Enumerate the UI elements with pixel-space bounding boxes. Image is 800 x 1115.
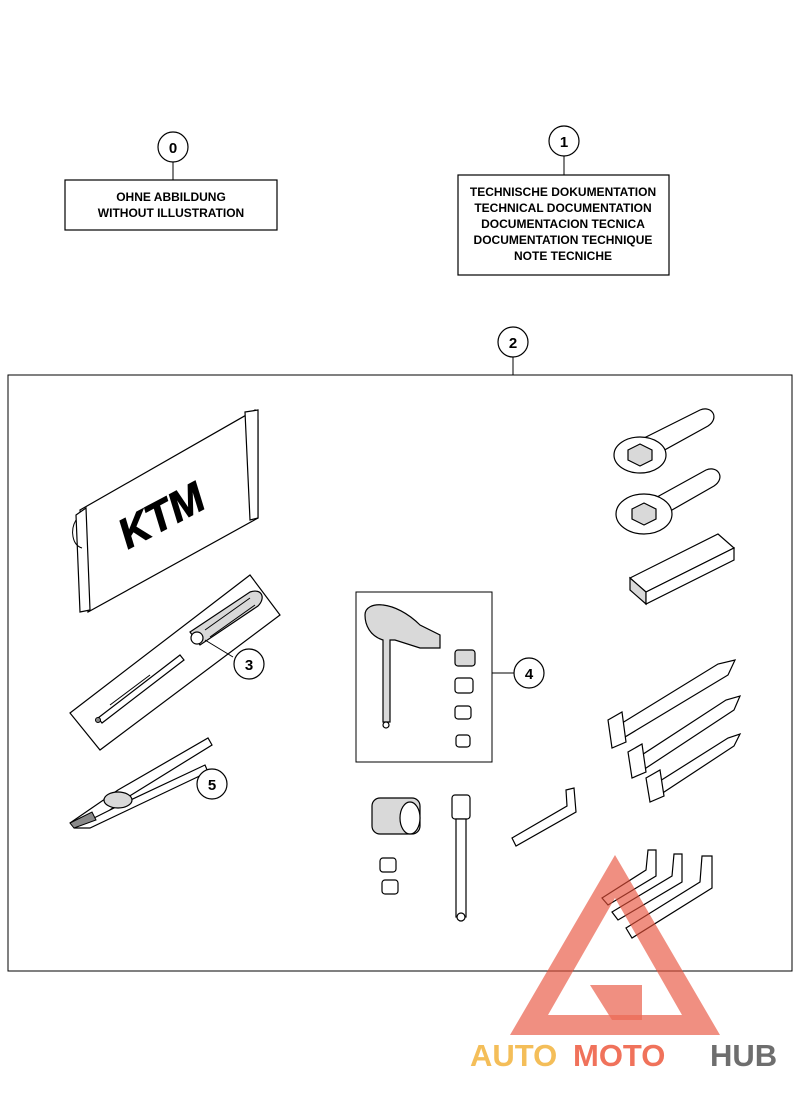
svg-text:4: 4 [524,666,534,683]
technical-docs-box [458,175,669,275]
svg-text:5: 5 [207,777,217,794]
watermark-hub: HUB [710,1038,778,1073]
tech-doc-line-2: TECHNICAL DOCUMENTATION [474,201,652,215]
wrench-1 [608,660,735,748]
no-illustration-line-1: OHNE ABBILDUNG [116,190,226,204]
tech-doc-line-1: TECHNISCHE DOKUMENTATION [469,185,657,199]
callout-5 [197,769,227,799]
ktm-logo: KTM [109,473,213,558]
callout-1 [549,126,579,175]
t-bar-socket-driver [452,795,470,921]
callout-2 [498,327,528,375]
pin-spanner-2 [616,469,720,534]
svg-text:2: 2 [508,335,518,352]
svg-text:0: 0 [168,140,178,157]
watermark-auto: AUTO [470,1038,558,1073]
tool-pouch [73,410,258,612]
small-bit-1 [380,858,396,872]
no-illustration-line-2: WITHOUT ILLUSTRATION [97,206,245,220]
pliers [70,738,212,828]
small-l-hex-key [512,788,576,846]
callout-4 [492,658,544,688]
large-socket [372,798,420,834]
svg-text:1: 1 [559,134,569,151]
drift-block [630,534,734,604]
automotohub-watermark [470,855,777,1073]
tech-doc-line-5: NOTE TECNICHE [513,249,613,263]
watermark-moto: MOTO [573,1038,666,1073]
svg-text:3: 3 [244,657,254,674]
tech-doc-line-3: DOCUMENTACION TECNICA [481,217,645,231]
small-bit-2 [382,880,398,894]
hex-socket-set [356,592,492,762]
callout-0 [158,132,188,180]
pin-spanner-1 [614,409,714,473]
tech-doc-line-4: DOCUMENTATION TECHNIQUE [473,233,653,247]
no-illustration-box [65,180,277,230]
